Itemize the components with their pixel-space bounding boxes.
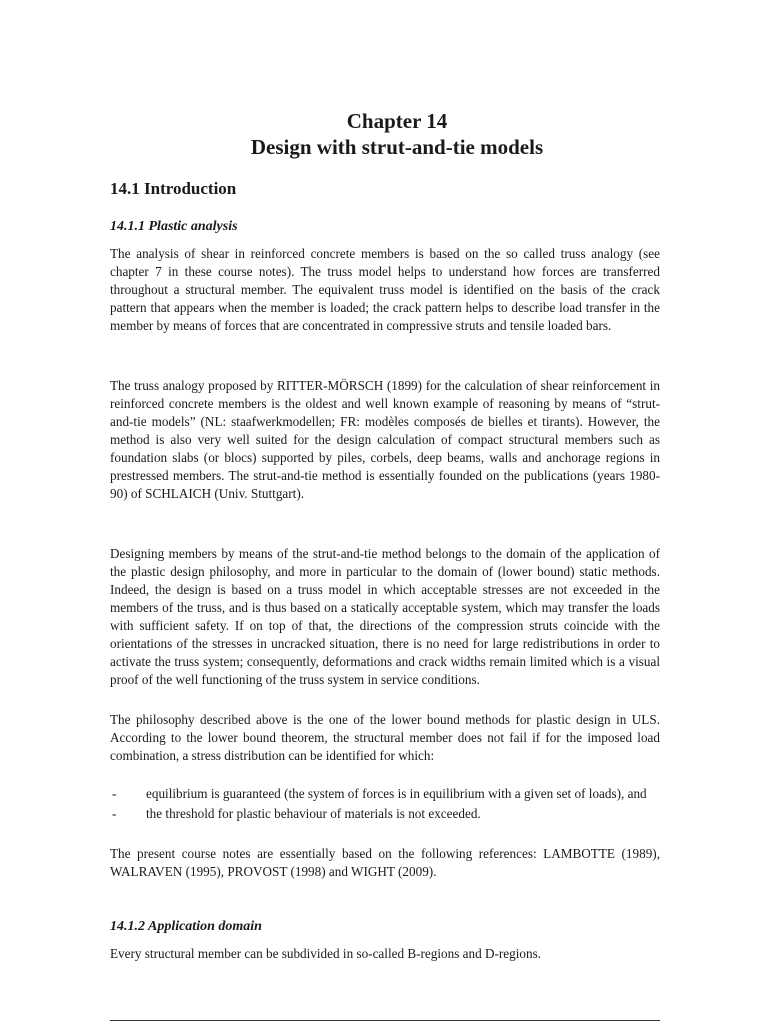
document-page <box>110 0 660 1024</box>
section-heading-introduction: 14.1 Introduction <box>110 179 237 198</box>
paragraph-plastic-design: Designing members by means of the strut-and-tie method belongs to the domain of the application of the plastic design philosophy, and more in particular to the domain of (lower bound) static methods. Indeed, the design is based on a truss model in which acceptable stresses are not exceeded in the members of the truss, and is thus based on a statically acceptable system, which may transfer the loads with sufficient safety. If on top of that, the directions of the compression struts coincide with the orientations of the stresses in uncracked situation, there is no need for large redistributions in order to activate the truss system; consequently, deformations and crack widths remain limited which is a visual proof of the well functioning of the truss system in service conditions. <box>110 546 660 687</box>
paragraph-b-d-regions: Every structural member can be subdivided in so-called B-regions and D-regions. <box>110 946 542 961</box>
list-item-text: equilibrium is guaranteed (the system of forces is in equilibrium with a given set of loads), and <box>146 786 647 801</box>
list-item <box>110 785 660 803</box>
paragraph-truss-analogy-intro: The analysis of shear in reinforced concrete members is based on the so called truss analogy (see chapter 7 in these course notes). The truss model helps to understand how forces are transferred throughout a structural member. The equivalent truss model is identified on the basis of the crack pattern that appears when the member is loaded; the crack pattern helps to describe load transfer in the member by means of forces that are concentrated in compressive struts and tensile loaded bars. <box>110 246 660 333</box>
chapter-number: Chapter 14 <box>346 109 448 133</box>
subsection-heading-application-domain: 14.1.2 Application domain <box>110 919 262 934</box>
list-bullet: - <box>112 806 117 821</box>
chapter-title: Design with strut-and-tie models <box>250 135 544 159</box>
subsection-heading-plastic-analysis: 14.1.1 Plastic analysis <box>110 219 238 234</box>
paragraph-references: The present course notes are essentially based on the following references: LAMBOTTE (1989), WALRAVEN (1995), PROVOST (1998) and WIGHT (2009). <box>110 846 660 879</box>
list-item <box>110 805 660 823</box>
paragraph-lower-bound: The philosophy described above is the one of the lower bound methods for plastic design in ULS. According to the lower bound theorem, the structural member does not fail if for the imposed load combination, a stress distribution can be identified for which: <box>110 712 660 763</box>
list-item-text: the threshold for plastic behaviour of materials is not exceeded. <box>146 806 481 821</box>
conditions-list <box>110 785 660 825</box>
paragraph-ritter-morsch: The truss analogy proposed by RITTER-MÖRSCH (1899) for the calculation of shear reinforcement in reinforced concrete members is the oldest and well known example of reasoning by means of “strut-and-tie models” (NL: staafwerkmodellen; FR: modèles composés de bielles et tirants). However, the method is also very well suited for the design calculation of compact structural members such as foundation slabs (or blocs) supported by piles, corbels, deep beams, walls and anchorage regions in prestressed members. The strut-and-tie method is essentially founded on the publications (years 1980-90) of SCHLAICH (Univ. Stuttgart). <box>110 378 660 501</box>
footer-divider <box>110 1020 660 1021</box>
list-bullet: - <box>112 786 117 801</box>
